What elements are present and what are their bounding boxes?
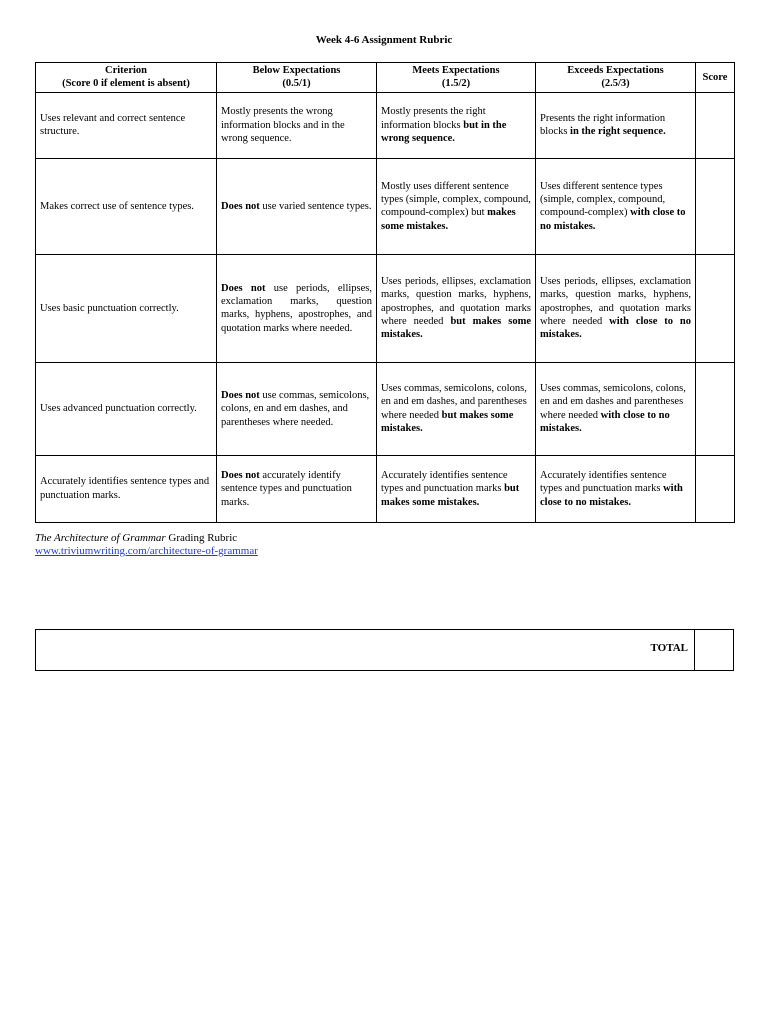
exceeds-cell: Uses different sentence types (simple, complex, compound, compound-complex) with close to no mistakes.	[536, 158, 696, 254]
header-score: Score	[696, 63, 735, 93]
exceeds-cell: Accurately identifies sentence types and punctuation marks with close to no mistakes.	[536, 455, 696, 522]
score-cell[interactable]	[696, 92, 735, 158]
below-cell: Does not use varied sentence types.	[217, 158, 377, 254]
meets-cell: Accurately identifies sentence types and punctuation marks but makes some mistakes.	[377, 455, 536, 522]
header-criterion: Criterion (Score 0 if element is absent)	[36, 63, 217, 93]
table-row	[36, 92, 735, 158]
score-cell[interactable]	[696, 455, 735, 522]
source-link[interactable]: www.triviumwriting.com/architecture-of-grammar	[35, 545, 258, 557]
criterion-cell: Uses advanced punctuation correctly.	[36, 362, 217, 455]
exceeds-cell: Uses periods, ellipses, exclamation marks, question marks, hyphens, apostrophes, and quotation marks where needed with close to no mistakes.	[536, 254, 696, 362]
header-row	[36, 63, 735, 93]
criterion-cell: Accurately identifies sentence types and punctuation marks.	[36, 455, 217, 522]
below-cell: Does not use periods, ellipses, exclamation marks, question marks, hyphens, apostrophes, and quotation marks where needed.	[217, 254, 377, 362]
criterion-cell: Uses relevant and correct sentence structure.	[36, 92, 217, 158]
score-cell[interactable]	[696, 254, 735, 362]
header-exceeds: Exceeds Expectations (2.5/3)	[536, 63, 696, 93]
exceeds-cell: Uses commas, semicolons, colons, en and em dashes and parentheses where needed with close to no mistakes.	[536, 362, 696, 455]
total-row	[35, 629, 734, 671]
meets-cell: Mostly uses different sentence types (simple, complex, compound, compound-complex) but makes some mistakes.	[377, 158, 536, 254]
footer-credit	[35, 532, 258, 558]
header-below: Below Expectations (0.5/1)	[217, 63, 377, 93]
footer-source: The Architecture of Grammar Grading Rubric	[35, 532, 238, 544]
table-row	[36, 158, 735, 254]
book-title: The Architecture of Grammar	[35, 532, 166, 544]
table-row	[36, 254, 735, 362]
below-cell: Mostly presents the wrong information blocks and in the wrong sequence.	[217, 92, 377, 158]
rubric-table	[35, 62, 735, 523]
criterion-cell: Uses basic punctuation correctly.	[36, 254, 217, 362]
table-row	[36, 455, 735, 522]
total-score-cell[interactable]	[694, 630, 733, 670]
rubric-title: Week 4-6 Assignment Rubric	[315, 34, 453, 46]
score-cell[interactable]	[696, 158, 735, 254]
score-cell[interactable]	[696, 362, 735, 455]
criterion-cell: Makes correct use of sentence types.	[36, 158, 217, 254]
total-label: TOTAL	[650, 642, 688, 654]
exceeds-cell: Presents the right information blocks in the right sequence.	[536, 92, 696, 158]
header-meets: Meets Expectations (1.5/2)	[377, 63, 536, 93]
meets-cell: Uses periods, ellipses, exclamation marks, question marks, hyphens, apostrophes, and quotation marks where needed but makes some mistakes.	[377, 254, 536, 362]
meets-cell: Uses commas, semicolons, colons, en and em dashes, and parentheses where needed but makes some mistakes.	[377, 362, 536, 455]
table-row	[36, 362, 735, 455]
below-cell: Does not use commas, semicolons, colons, en and em dashes, and parentheses where needed.	[217, 362, 377, 455]
below-cell: Does not accurately identify sentence types and punctuation marks.	[217, 455, 377, 522]
meets-cell: Mostly presents the right information blocks but in the wrong sequence.	[377, 92, 536, 158]
